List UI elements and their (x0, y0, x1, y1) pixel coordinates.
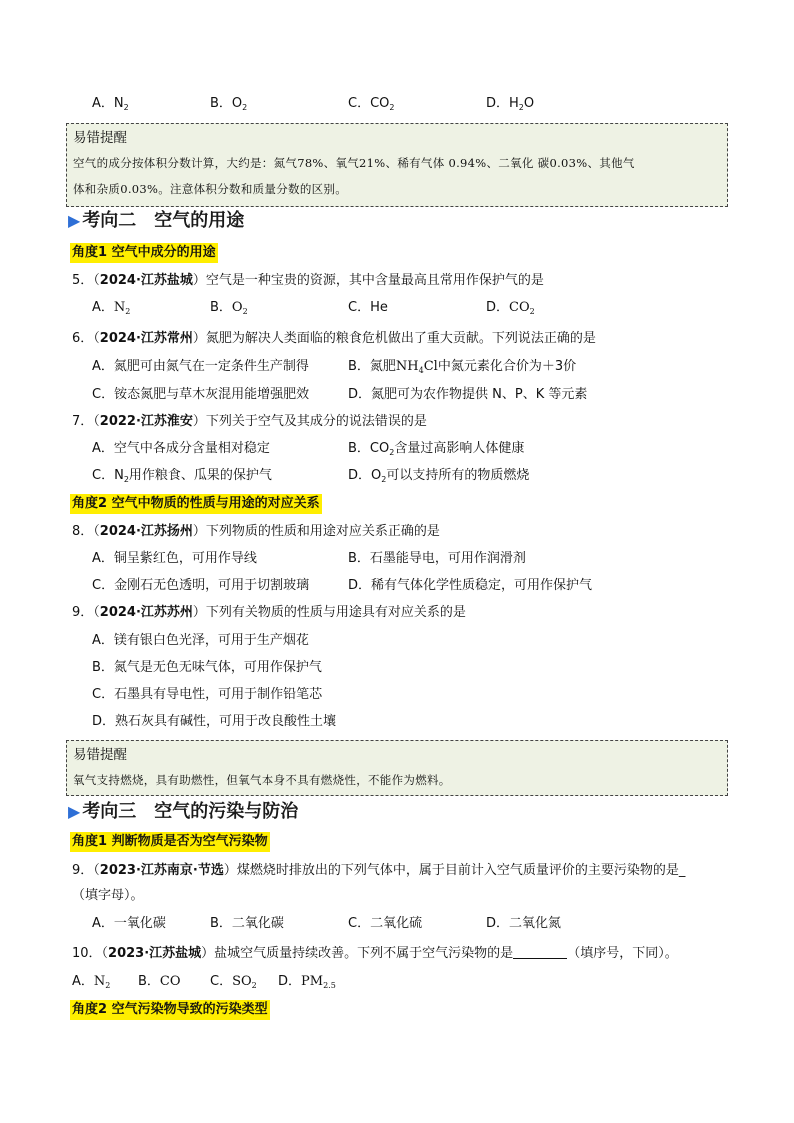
question-9a: 9．（2024·江苏苏州）下列有关物质的性质与用途具有对应关系的是 (72, 605, 466, 620)
option-c: C．石墨具有导电性，可用于制作铅笔芯 (92, 687, 323, 702)
answer-blank[interactable] (513, 944, 567, 959)
option-c: C．铵态氮肥与草木灰混用能增强肥效 (92, 387, 310, 402)
option-c-row (72, 683, 734, 707)
option-b: B．二氧化碳 (210, 916, 284, 931)
option-a: A．铜呈紫红色，可用作导线 (92, 551, 257, 566)
angle-label: 角度1 判断物质是否为空气污染物 (70, 832, 270, 852)
option-c: C．He (348, 300, 388, 315)
question-7: 7．（2022·江苏淮安）下列关于空气及其成分的说法错误的是 (72, 414, 427, 429)
question-8: 8．（2024·江苏扬州）下列物质的性质和用途对应关系正确的是 (72, 524, 440, 539)
top-options-row (72, 92, 734, 116)
option-b-row (72, 656, 734, 680)
section-heading: ▶ 考向二 空气的用途 (68, 210, 245, 231)
option-c: C．$SO_2$ (210, 974, 257, 990)
option-d: D．$PM_{2.5}$ (278, 974, 336, 990)
option-c: C．$CO_2$ (348, 96, 395, 112)
tip-title: 易错提醒 (73, 747, 127, 763)
option-d: D．$O_2$可以支持所有的物质燃烧 (348, 468, 530, 484)
option-a: A．一氧化碳 (92, 916, 166, 931)
option-a: A．镁有银白色光泽，可用于生产烟花 (92, 633, 309, 648)
option-a: A．空气中各成分含量相对稳定 (92, 441, 270, 456)
option-c: C．二氧化硫 (348, 916, 423, 931)
error-tip-box (66, 740, 728, 796)
triangle-icon: ▶ (68, 211, 81, 230)
option-a: A．氮肥可由氮气在一定条件生产制得 (92, 359, 309, 374)
option-d: D．二氧化氮 (486, 916, 562, 931)
option-d: D．$CO_2$ (486, 300, 535, 316)
question-9b-options (72, 912, 734, 936)
tip-text-line: 空气的成分按体积分数计算，大约是：氮气78%、氧气21%、稀有气体 0.94%、二氧化 碳0.03%、其他气 (73, 156, 635, 170)
angle-label: 角度2 空气污染物导致的污染类型 (70, 1000, 270, 1020)
option-d: D．氮肥可为农作物提供 N、P、K 等元素 (348, 387, 588, 402)
question-7-options-row2 (72, 464, 734, 488)
option-b: B．石墨能导电，可用作润滑剂 (348, 551, 526, 566)
option-d-row (72, 710, 734, 734)
option-d: D．熟石灰具有碱性，可用于改良酸性土壤 (92, 714, 337, 729)
tip-text-line: 体和杂质0.03%。注意体积分数和质量分数的区别。 (73, 182, 348, 196)
option-a: A．$N_2$ (72, 974, 111, 990)
question-8-options-row1 (72, 547, 734, 571)
question-9b-cont: （填字母）。 (72, 888, 144, 903)
angle-label: 角度1 空气中成分的用途 (70, 243, 218, 263)
tip-title: 易错提醒 (73, 130, 127, 146)
question-6: 6．（2024·江苏常州）氮肥为解决人类面临的粮食危机做出了重大贡献。下列说法正确的是 (72, 331, 596, 346)
option-a: A．$N_2$ (92, 96, 129, 112)
option-b: B．$O_2$ (210, 300, 248, 316)
option-a-row (72, 629, 734, 653)
option-d: D．$H_2O$ (486, 96, 535, 112)
option-b: B．$CO_2$含量过高影响人体健康 (348, 441, 525, 457)
triangle-icon: ▶ (68, 802, 81, 821)
angle-label: 角度2 空气中物质的性质与用途的对应关系 (70, 494, 322, 514)
option-c: C．金刚石无色透明，可用于切割玻璃 (92, 578, 310, 593)
option-b: B．氮气是无色无味气体，可用作保护气 (92, 660, 322, 675)
error-tip-box (66, 123, 728, 207)
question-6-options-row1 (72, 355, 734, 379)
option-b: B．CO (138, 974, 181, 989)
question-9b: 9．（2023·江苏南京·节选）煤燃烧时排放出的下列气体中，属于目前计入空气质量评价的主要污染物的是_ (72, 863, 686, 878)
question-10: 10．（2023·江苏盐城）盐城空气质量持续改善。下列不属于空气污染物的是 （填序号，下同）。 (72, 946, 678, 961)
question-10-options (72, 970, 734, 994)
option-a: A．$N_2$ (92, 300, 131, 316)
question-7-options-row1 (72, 437, 734, 461)
option-c: C．$N_2$用作粮食、瓜果的保护气 (92, 468, 272, 484)
section-heading: ▶ 考向三 空气的污染与防治 (68, 801, 299, 822)
option-d: D．稀有气体化学性质稳定，可用作保护气 (348, 578, 593, 593)
tip-text-line: 氧气支持燃烧，具有助燃性，但氧气本身不具有燃烧性，不能作为燃料。 (73, 773, 451, 787)
question-5-options (72, 296, 734, 320)
question-5: 5．（2024·江苏盐城）空气是一种宝贵的资源，其中含量最高且常用作保护气的是 (72, 273, 544, 288)
option-b: B．$O_2$ (210, 96, 248, 112)
option-b: B．氮肥$NH_4Cl$中氮元素化合价为＋3价 (348, 359, 577, 375)
question-8-options-row2 (72, 574, 734, 598)
question-6-options-row2 (72, 383, 734, 407)
